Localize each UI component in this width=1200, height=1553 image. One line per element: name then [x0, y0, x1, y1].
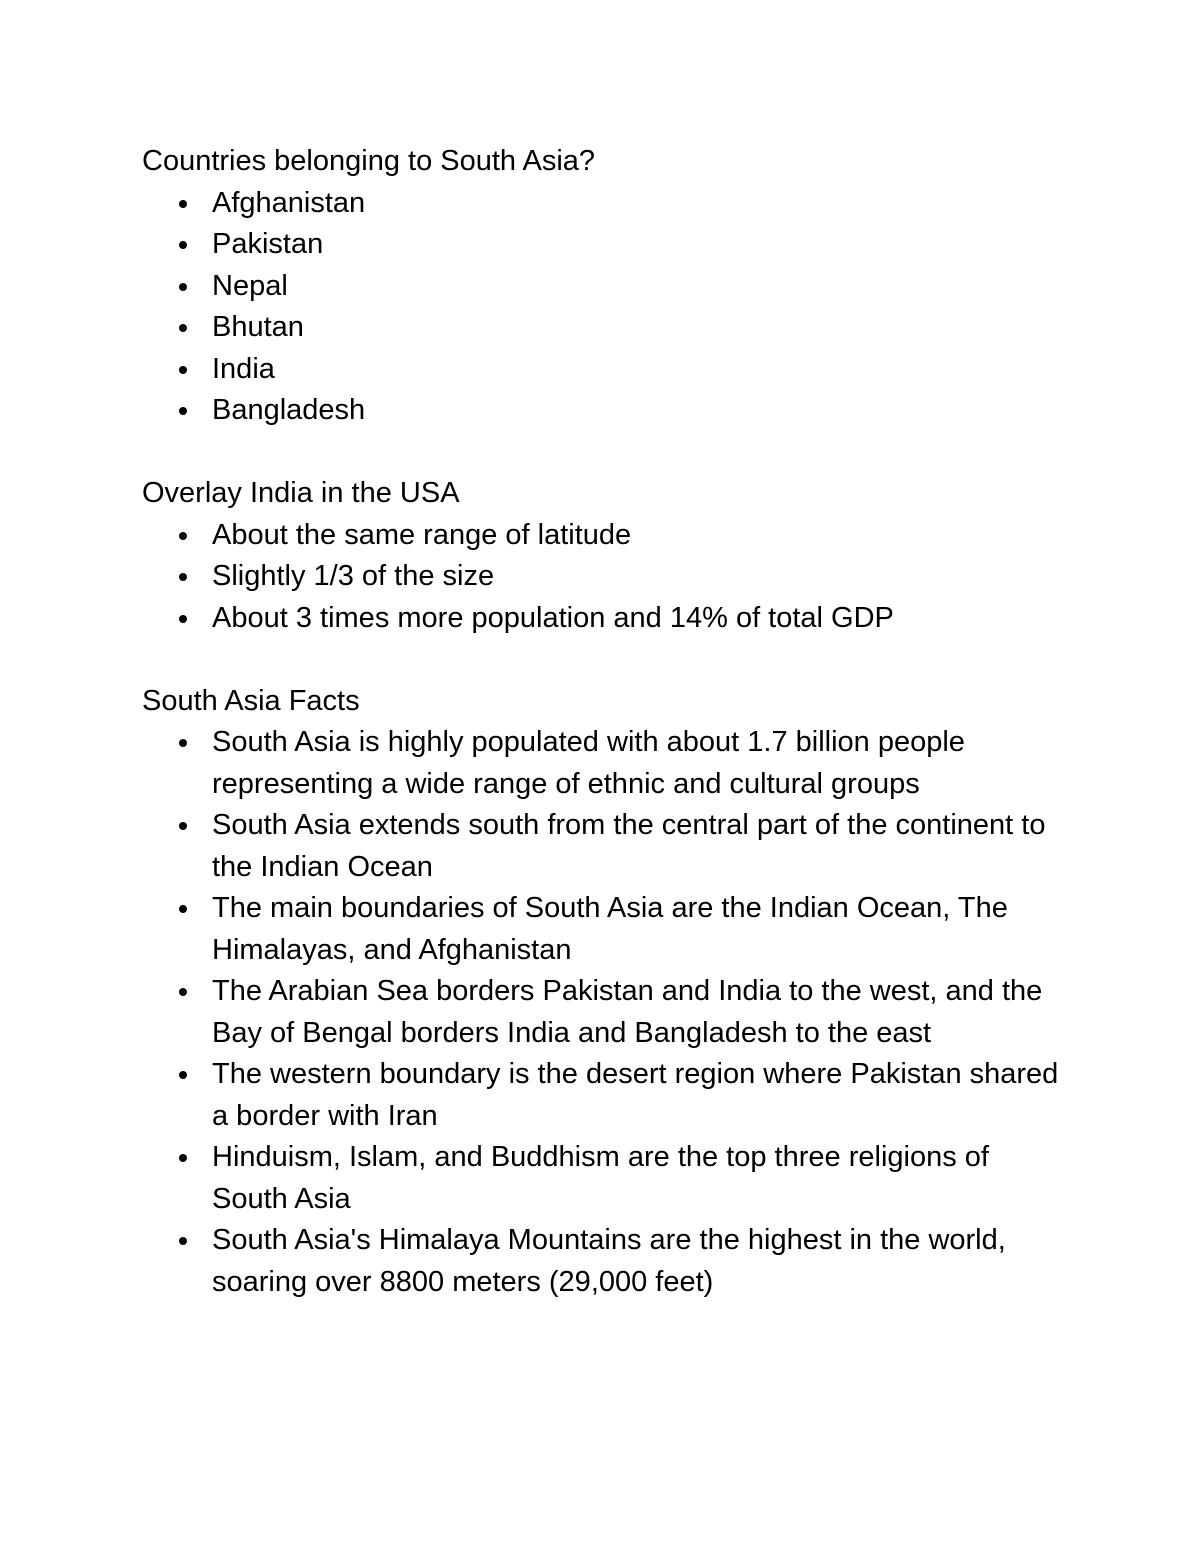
bullet-dot-icon [179, 988, 187, 996]
section-overlay-india-usa [142, 473, 1072, 639]
list-item [142, 266, 1072, 308]
bullet-dot-icon [179, 407, 187, 415]
section-heading: Countries belonging to South Asia? [142, 145, 596, 177]
bullet-dot-icon [179, 200, 187, 208]
bullet-dot-icon [179, 1237, 187, 1245]
list-item-text: Afghanistan [212, 186, 366, 219]
list-item-text: Nepal [212, 269, 288, 302]
list-item [142, 1054, 1072, 1137]
list-item-text: Bangladesh [212, 394, 366, 426]
country-list [142, 183, 1072, 432]
list-item [142, 805, 1072, 888]
section-heading: Overlay India in the USA [142, 477, 460, 509]
list-item-text: South Asia is highly populated with about 1.7 billion people representing a wide range of ethnic and cultural groups [212, 726, 965, 800]
list-item [142, 307, 1072, 349]
bullet-dot-icon [179, 1154, 187, 1162]
list-item [142, 722, 1072, 805]
section-south-asia-countries [142, 141, 1072, 432]
bullet-dot-icon [179, 573, 187, 581]
list-item-text: Slightly 1/3 of the size [212, 560, 495, 592]
document-body [142, 141, 1072, 1303]
bullet-dot-icon [179, 739, 187, 747]
bullet-dot-icon [179, 905, 187, 913]
list-item-text: The Arabian Sea borders Pakistan and India to the west, and the Bay of Bengal borders India and Bangladesh to the east [212, 975, 1043, 1049]
bullet-dot-icon [179, 366, 187, 374]
list-item [142, 888, 1072, 971]
bullet-dot-icon [179, 324, 187, 332]
list-item [142, 556, 1072, 598]
list-item [142, 390, 1072, 432]
list-item-text: South Asia's Himalaya Mountains are the highest in the world, soaring over 8800 meters (29,000 feet) [212, 1224, 1006, 1298]
list-item [142, 598, 1072, 640]
list-item-text: Pakistan [212, 228, 324, 260]
bullet-dot-icon [179, 615, 187, 623]
list-item [142, 1137, 1072, 1220]
section-south-asia-facts [142, 681, 1072, 1304]
list-item [142, 1220, 1072, 1303]
bullet-dot-icon [179, 283, 187, 291]
bullet-dot-icon [179, 1071, 187, 1079]
bullet-dot-icon [179, 822, 187, 830]
bullet-dot-icon [179, 241, 187, 249]
list-item-text: Bhutan [212, 311, 304, 343]
section-heading: South Asia Facts [142, 684, 360, 717]
list-item-text: About 3 times more population and 14% of total GDP [212, 601, 894, 634]
list-item-text: India [212, 352, 275, 385]
list-item-text: The western boundary is the desert region where Pakistan shared a border with Iran [212, 1058, 1059, 1132]
list-item-text: Hinduism, Islam, and Buddhism are the top three religions of South Asia [212, 1141, 989, 1215]
bullet-dot-icon [179, 532, 187, 540]
list-item [142, 515, 1072, 557]
list-item [142, 349, 1072, 391]
comparison-list [142, 515, 1072, 640]
list-item-text: The main boundaries of South Asia are the Indian Ocean, The Himalayas, and Afghanistan [212, 892, 1008, 966]
list-item [142, 183, 1072, 225]
list-item [142, 224, 1072, 266]
list-item [142, 971, 1072, 1054]
facts-list [142, 722, 1072, 1303]
list-item-text: South Asia extends south from the central part of the continent to the Indian Ocean [212, 809, 1046, 883]
list-item-text: About the same range of latitude [212, 518, 632, 551]
